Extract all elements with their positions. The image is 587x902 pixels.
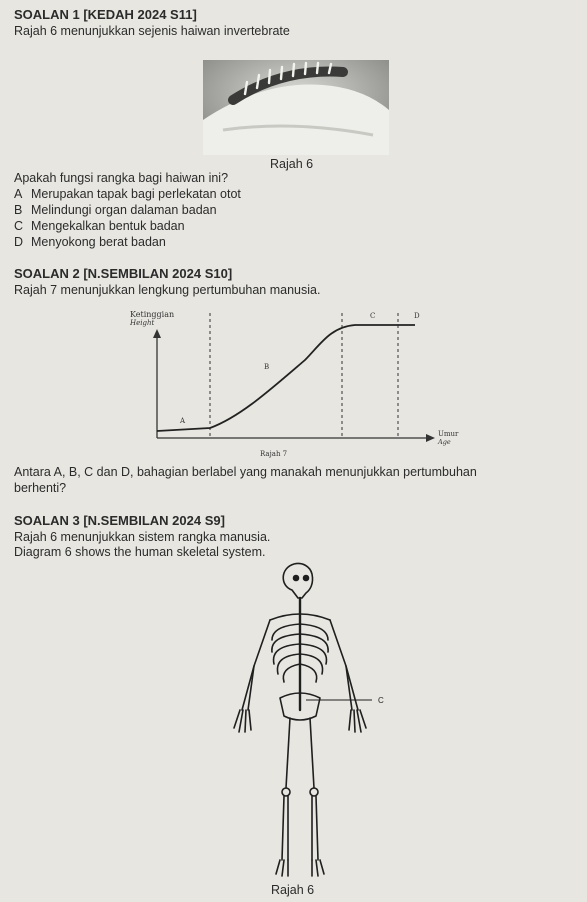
option-text: Mengekalkan bentuk badan	[31, 219, 185, 233]
x-label-en: Age	[438, 438, 451, 446]
left-arm	[242, 620, 270, 710]
q1-question: Apakah fungsi rangka bagi haiwan ini?	[14, 171, 229, 185]
q1-option-b[interactable]	[14, 204, 217, 217]
human-skeleton-diagram	[210, 560, 400, 885]
q3-figure-caption: Rajah 6	[271, 883, 315, 897]
y-label-ms: Ketinggian	[130, 310, 175, 319]
q1-figure-caption: Rajah 6	[270, 157, 314, 171]
label-a: A	[180, 417, 186, 425]
growth-curve	[157, 325, 415, 431]
invertebrate-photo	[203, 60, 389, 155]
q1-option-d[interactable]	[14, 236, 166, 249]
q3-intro-ms: Rajah 6 menunjukkan sistem rangka manusia.	[14, 530, 271, 544]
q1-title: SOALAN 1 [KEDAH 2024 S11]	[14, 7, 197, 22]
q1-option-a[interactable]	[14, 188, 241, 201]
left-femur	[286, 718, 290, 788]
option-letter: A	[14, 187, 23, 201]
label-b: B	[264, 363, 270, 371]
x-axis-arrow	[426, 434, 435, 442]
q1-option-c[interactable]	[14, 220, 185, 233]
y-axis-arrow	[153, 329, 161, 338]
q1-intro: Rajah 6 menunjukkan sejenis haiwan invertebrate	[14, 24, 290, 38]
growth-curve-chart	[130, 305, 480, 458]
q3-title: SOALAN 3 [N.SEMBILAN 2024 S9]	[14, 513, 225, 528]
option-letter: C	[14, 219, 24, 233]
label-c: C	[378, 696, 384, 705]
option-text: Menyokong berat badan	[31, 235, 166, 249]
q2-intro: Rajah 7 menunjukkan lengkung pertumbuhan manusia.	[14, 283, 321, 297]
option-text: Merupakan tapak bagi perlekatan otot	[31, 187, 241, 201]
right-arm	[330, 620, 358, 710]
right-femur	[310, 718, 314, 788]
q3-intro-en: Diagram 6 shows the human skeletal system.	[14, 545, 266, 559]
q2-title: SOALAN 2 [N.SEMBILAN 2024 S10]	[14, 266, 233, 281]
label-c: C	[370, 312, 376, 320]
y-label-en: Height	[130, 319, 155, 327]
q2-question-line1: Antara A, B, C dan D, bahagian berlabel yang manakah menunjukkan pertumbuhan	[14, 465, 477, 479]
q2-question-line2: berhenti?	[14, 481, 67, 495]
label-d: D	[414, 312, 420, 320]
x-label-ms: Umur	[438, 430, 459, 438]
option-letter: B	[14, 203, 23, 217]
skull	[283, 563, 312, 598]
option-letter: D	[14, 235, 24, 249]
chart-caption: Rajah 7	[260, 450, 288, 458]
option-text: Melindungi organ dalaman badan	[31, 203, 217, 217]
